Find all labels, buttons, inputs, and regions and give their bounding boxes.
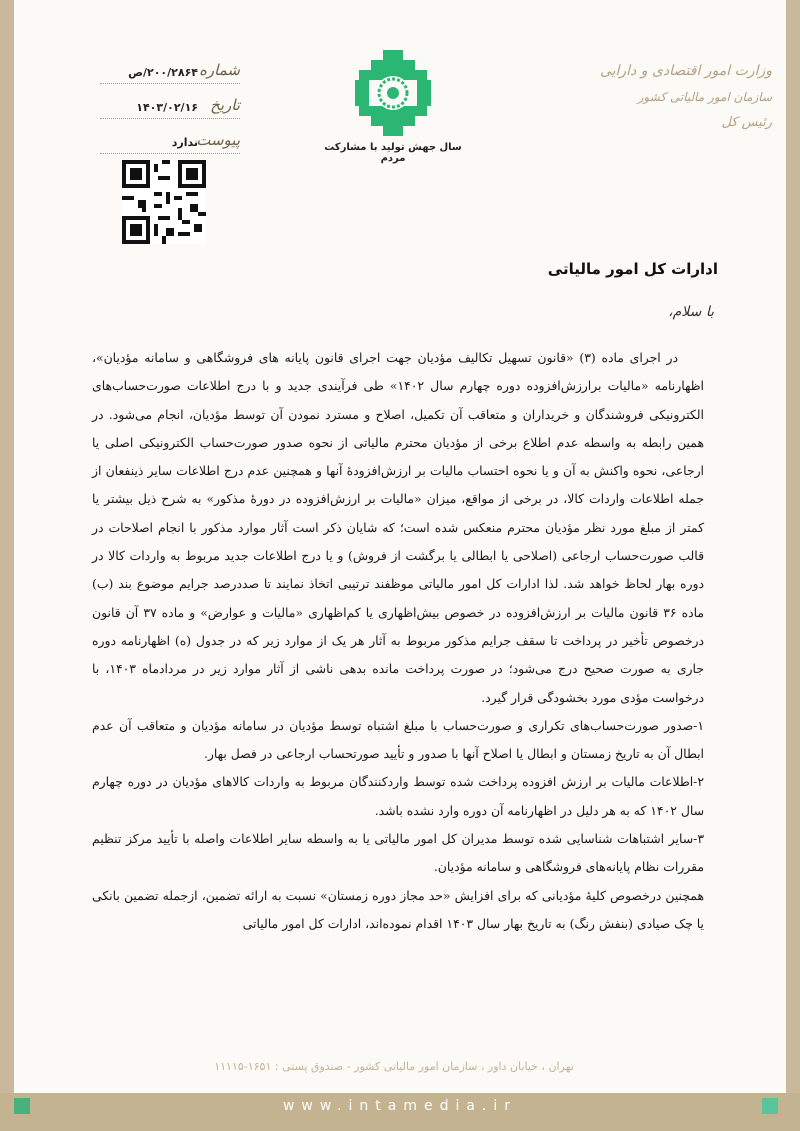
organization-name: سازمان امور مالیاتی کشور [637, 90, 772, 104]
qr-code [122, 160, 206, 244]
year-slogan: سال جهش تولید با مشارکت مردم [324, 142, 462, 164]
office-title: رئیس کل [721, 115, 772, 130]
date-label: تاریخ [210, 96, 240, 114]
attachment-row [100, 122, 240, 154]
list-item-2: ۲-اطلاعات مالیات بر ارزش افزوده پرداخت شده توسط واردکنندگان مربوط به واردات کالاهای مؤدیان در دوره چهارم سال ۱۴۰۲ که به هر دلیل در اظهارنامه آن دوره وارد نشده باشد. [92, 774, 704, 818]
attachment-value: ندارد [171, 136, 198, 149]
addressee: ادارات کل امور مالیاتی [547, 260, 718, 278]
list-item-3: ۳-سایر اشتباهات شناسایی شده توسط مدیران کل امور مالیاتی یا به واسطه سایر اطلاعات واصله با تأیید مرکز تنظیم مقررات نظام پایانه‌های فروشگاهی و سامانه مؤدیان. [92, 831, 704, 875]
number-row [100, 52, 240, 84]
body-paragraph-2: همچنین درخصوص کلیهٔ مؤدیانی که برای افزایش «حد مجاز دوره زمستان» نسبت به ارائه تضمین، ازجمله تضمین بانکی یا چک صیادی (بنفش رنگ) به تاریخ بهار سال ۱۴۰۳ اقدام نموده‌اند، ادارات کل امور مالیاتی [92, 887, 704, 931]
ministry-header [572, 58, 772, 136]
body-paragraph-1: در اجرای ماده (۳) «قانون تسهیل تکالیف مؤدیان جهت اجرای قانون پایانه های فروشگاهی و سامانه مؤدیان»، اظهارنامه «مالیات برارزش‌افزوده دوره چهارم سال ۱۴۰۲» طی فرآیندی جدید و با درج اطلاعات صورت‌حساب‌های الکترونیکی فروشندگان و خریداران و متعاقب آن تکمیل، اصلاح و مسترد نمودن آن توسط مؤدیان، انجام می‌شود. در همین رابطه به واسطه عدم اطلاع برخی از مؤدیان محترم مالیاتی از نحوه صدور صورت‌حساب الکترونیکی اصلی یا ارجاعی، نحوه واکنش به آن و یا نحوه احتساب مالیات بر ارزش‌افزودهٔ آنها و همچنین عدم درج اطلاعات سایر ذینفعان از جمله اطلاعات واردات کالا، در برخی از مواقع، میزان «مالیات بر ارزش‌افزوده در دورهٔ مذکور» به شرح ذیل بیشتر یا کمتر از مبلغ مورد نظر مؤدیان محترم منعکس شده است؛ که شایان ذکر است آثار موارد مذکور با انجام اصلاحات در قالب صورت‌حساب ارجاعی (اصلاحی یا ابطالی یا برگشت از فروش) و یا درج اطلاعات جدید مربوط به واردات کالا در دوره بهار لحاظ خواهد شد. لذا ادارات کل امور مالیاتی موظفند ترتیبی اتخاذ نمایند تا صددرصد جرایم موضوع بند (ب) ماده ۳۶ قانون مالیات بر ارزش‌افزوده در خصوص بیش‌اظهاری یا کم‌اظهاری «مالیات و عوارض» و ماده ۳۷ آن قانون درخصوص تأخیر در پرداخت تا سقف جرایم مذکور مربوط به آثار هر یک از موارد زیر که در جدول (ه) اظهارنامه دوره جاری به صورت صحیح درج می‌شود؛ در صورت پرداخت مانده بدهی ناشی از آثار موارد زیر در مردادماه ۱۴۰۳، با درخواست مؤدی مورد بخشودگی قرار گیرد. [92, 350, 704, 705]
greeting: با سلام، [668, 304, 714, 320]
footer-website: www.intamedia.ir [282, 1098, 518, 1114]
emblem-logo [353, 48, 433, 138]
number-value: ۲۰۰/۲۸۶۴/ص [128, 66, 198, 79]
letter-meta [100, 52, 240, 157]
attachment-label: پیوست [196, 131, 240, 149]
footer-address: تهران ، خیابان داور ، سازمان امور مالیاتی کشور - صندوق پستی : ۱۶۵۱-۱۱۱۱۵ [214, 1060, 574, 1073]
list-item-1: ۱-صدور صورت‌حساب‌های تکراری و صورت‌حساب با مبلغ اشتباه توسط مؤدیان در سامانه مؤدیان و متعاقب آن عدم ابطال آن به تاریخ زمستان و ابطال یا اصلاح آنها با صدور و تأیید صورتحساب ارجاعی در فصل بهار. [92, 717, 704, 762]
number-label: شماره [199, 61, 240, 79]
footer-square-right [762, 1098, 778, 1114]
ministry-name: وزارت امور اقتصادی و دارایی [599, 63, 772, 79]
footer-square-left [14, 1098, 30, 1114]
letter-body [92, 344, 704, 938]
date-value: ۱۴۰۳/۰۲/۱۶ [136, 101, 198, 114]
date-row [100, 87, 240, 119]
